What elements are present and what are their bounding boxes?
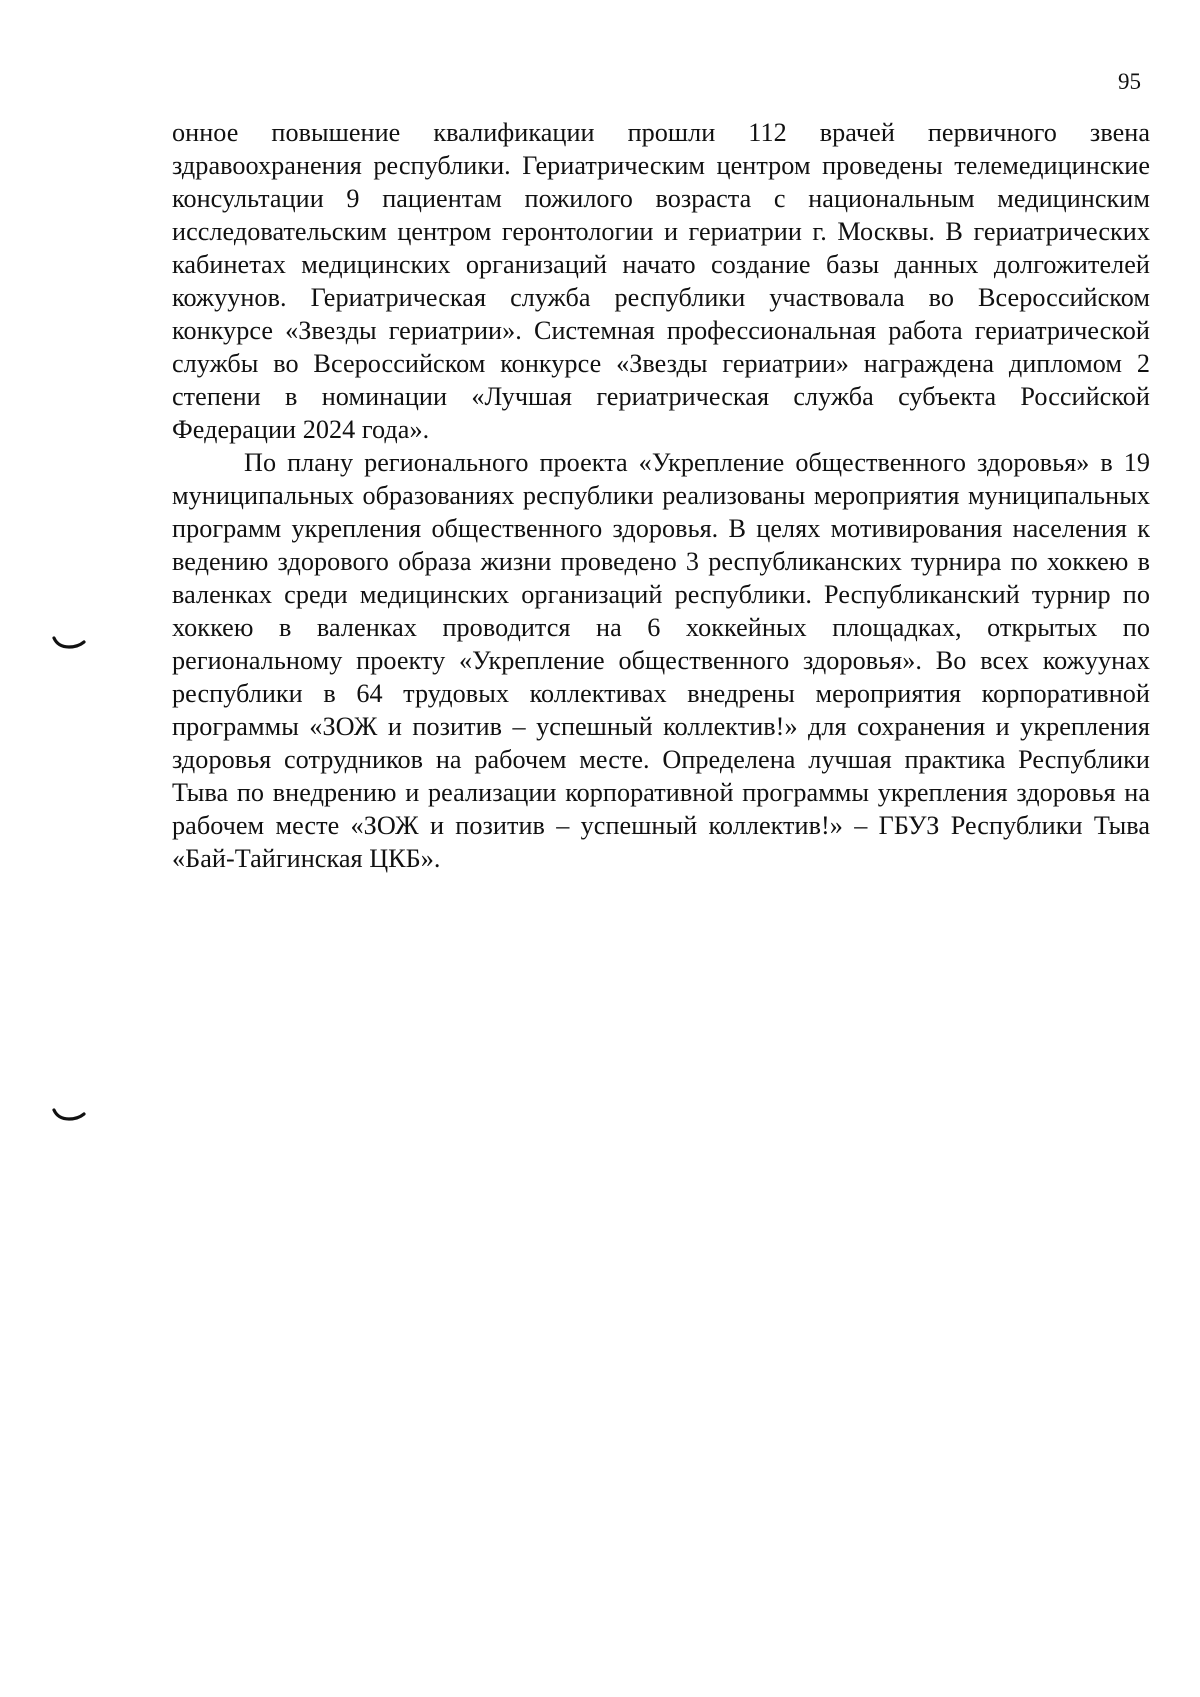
page-number: 95 [1118,69,1141,94]
paragraph-geriatric-service: онное повышение квалификации прошли 112 врачей первичного звена здравоохранения республики. Гериатрическим центром проведены телемедицинские консультации 9 пациентам пожилого возраста с национальным медицинским исследовательским центром геронтологии и гериатрии г. Москвы. В гериатрических кабинетах медицинских организаций начато создание базы данных долгожителей кожуунов. Гериатрическая служба республики участвовала во Всероссийском конкурсе «Звезды гериатрии». Системная профессиональная работа гериатрической службы во Всероссийском конкурсе «Звезды гериатрии» награждена дипломом 2 степени в номинации «Лучшая гериатрическая служба субъекта Российской Федерации 2024 года». [172,118,1150,444]
paragraph-public-health-project: По плану регионального проекта «Укрепление общественного здоровья» в 19 муниципальных образованиях республики реализованы мероприятия муниципальных программ укрепления общественного здоровья. В целях мотивирования населения к ведению здорового образа жизни проведено 3 республиканских турнира по хоккею в валенках среди медицинских организаций республики. Республиканский турнир по хоккею в валенках проводится на 6 хоккейных площадках, открытых по региональному проекту «Укрепление общественного здоровья». Во всех кожуунах республики в 64 трудовых коллективах внедрены мероприятия корпоративной программы «ЗОЖ и позитив – успешный коллектив!» для сохранения и укрепления здоровья сотрудников на рабочем месте. Определена лучшая практика Республики Тыва по внедрению и реализации корпоративной программы укрепления здоровья на рабочем месте «ЗОЖ и позитив – успешный коллектив!» – ГБУЗ Республики Тыва «Бай-Тайгинская ЦКБ». [172,448,1150,873]
document-body [172,116,1150,875]
binding-hole-mark-icon [52,636,86,650]
binding-hole-mark-icon [52,1108,86,1122]
